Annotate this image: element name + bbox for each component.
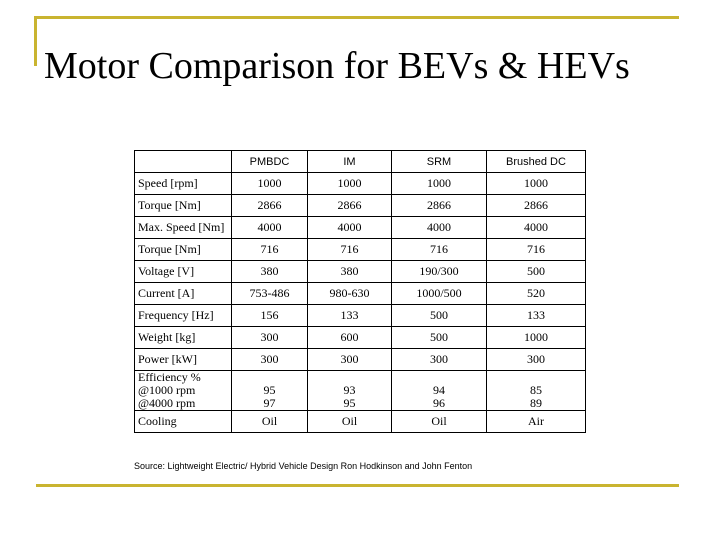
- header-pmbdc: PMBDC: [232, 151, 308, 173]
- row-label: Voltage [V]: [135, 261, 232, 283]
- cell-value-4000rpm: 89: [530, 396, 542, 410]
- table-cell: 716: [392, 239, 487, 261]
- cell-value-4000rpm: 97: [263, 396, 276, 410]
- table-cell: 500: [487, 261, 586, 283]
- source-citation: Source: Lightweight Electric/ Hybrid Vehicle Design Ron Hodkinson and John Fenton: [134, 461, 473, 471]
- table-row: [135, 349, 586, 371]
- table-row: [135, 371, 586, 411]
- table-cell: 1000: [232, 173, 308, 195]
- table-cell: 300: [392, 349, 487, 371]
- table-cell: Oil: [308, 411, 392, 433]
- table-cell: 716: [308, 239, 392, 261]
- header-srm: SRM: [392, 151, 487, 173]
- cell-value-4000rpm: 96: [433, 396, 445, 410]
- table-cell: 1000: [487, 173, 586, 195]
- row-label: [135, 371, 232, 411]
- table-row: [135, 327, 586, 349]
- table-cell: 4000: [232, 217, 308, 239]
- row-label: Speed [rpm]: [135, 173, 232, 195]
- table-row: [135, 217, 586, 239]
- table-cell: 1000/500: [392, 283, 487, 305]
- table-row: [135, 195, 586, 217]
- cell-value-1000rpm: 95: [263, 383, 276, 397]
- table-row: [135, 261, 586, 283]
- table-cell: 4000: [308, 217, 392, 239]
- header-im: IM: [308, 151, 392, 173]
- table-cell: 133: [308, 305, 392, 327]
- table-cell: 300: [232, 327, 308, 349]
- row-label: Torque [Nm]: [135, 195, 232, 217]
- table-row: [135, 239, 586, 261]
- table-cell: 1000: [308, 173, 392, 195]
- header-brushed-dc: Brushed DC: [487, 151, 586, 173]
- table-cell: [487, 371, 586, 411]
- table-cell: 4000: [487, 217, 586, 239]
- top-accent-line: [36, 16, 679, 19]
- table-cell: Oil: [392, 411, 487, 433]
- cell-value-1000rpm: 94: [433, 383, 445, 397]
- table-cell: 133: [487, 305, 586, 327]
- table-cell: 300: [308, 349, 392, 371]
- table-header-row: [135, 151, 586, 173]
- cell-value-1000rpm: 93: [343, 383, 356, 397]
- cell-value-4000rpm: 95: [343, 396, 356, 410]
- table-row: [135, 173, 586, 195]
- row-label: Torque [Nm]: [135, 239, 232, 261]
- table-cell: 2866: [392, 195, 487, 217]
- slide-title: Motor Comparison for BEVs & HEVs: [44, 45, 630, 87]
- row-label: Power [kW]: [135, 349, 232, 371]
- table-cell: [308, 371, 392, 411]
- table-row: [135, 283, 586, 305]
- table-cell: 716: [487, 239, 586, 261]
- table-cell: Oil: [232, 411, 308, 433]
- table-row: [135, 411, 586, 433]
- table-cell: 500: [392, 305, 487, 327]
- row-label-line: @1000 rpm: [138, 383, 196, 397]
- table-cell: 1000: [392, 173, 487, 195]
- table-cell: 2866: [232, 195, 308, 217]
- table-cell: 380: [308, 261, 392, 283]
- table-cell: 380: [232, 261, 308, 283]
- motor-comparison-table: [134, 150, 586, 433]
- cell-value-1000rpm: 85: [530, 383, 542, 397]
- row-label: Frequency [Hz]: [135, 305, 232, 327]
- table-cell: 716: [232, 239, 308, 261]
- header-empty-cell: [135, 151, 232, 173]
- table-row: [135, 305, 586, 327]
- table-cell: 753-486: [232, 283, 308, 305]
- table-cell: 190/300: [392, 261, 487, 283]
- table-cell: 1000: [487, 327, 586, 349]
- table-cell: 300: [487, 349, 586, 371]
- row-label-line: Efficiency %: [138, 370, 201, 384]
- table-cell: 600: [308, 327, 392, 349]
- left-accent-line: [34, 16, 37, 66]
- row-label: Max. Speed [Nm]: [135, 217, 232, 239]
- table-cell: 2866: [308, 195, 392, 217]
- row-label: Weight [kg]: [135, 327, 232, 349]
- table-cell: 4000: [392, 217, 487, 239]
- row-label: Current [A]: [135, 283, 232, 305]
- table-cell: 520: [487, 283, 586, 305]
- row-label-line: @4000 rpm: [138, 396, 196, 410]
- table-cell: 156: [232, 305, 308, 327]
- table-cell: [232, 371, 308, 411]
- bottom-accent-line: [36, 484, 679, 487]
- table-cell: 500: [392, 327, 487, 349]
- row-label: Cooling: [135, 411, 232, 433]
- table-cell: 980-630: [308, 283, 392, 305]
- table-cell: [392, 371, 487, 411]
- table-cell: Air: [487, 411, 586, 433]
- table-cell: 300: [232, 349, 308, 371]
- table-cell: 2866: [487, 195, 586, 217]
